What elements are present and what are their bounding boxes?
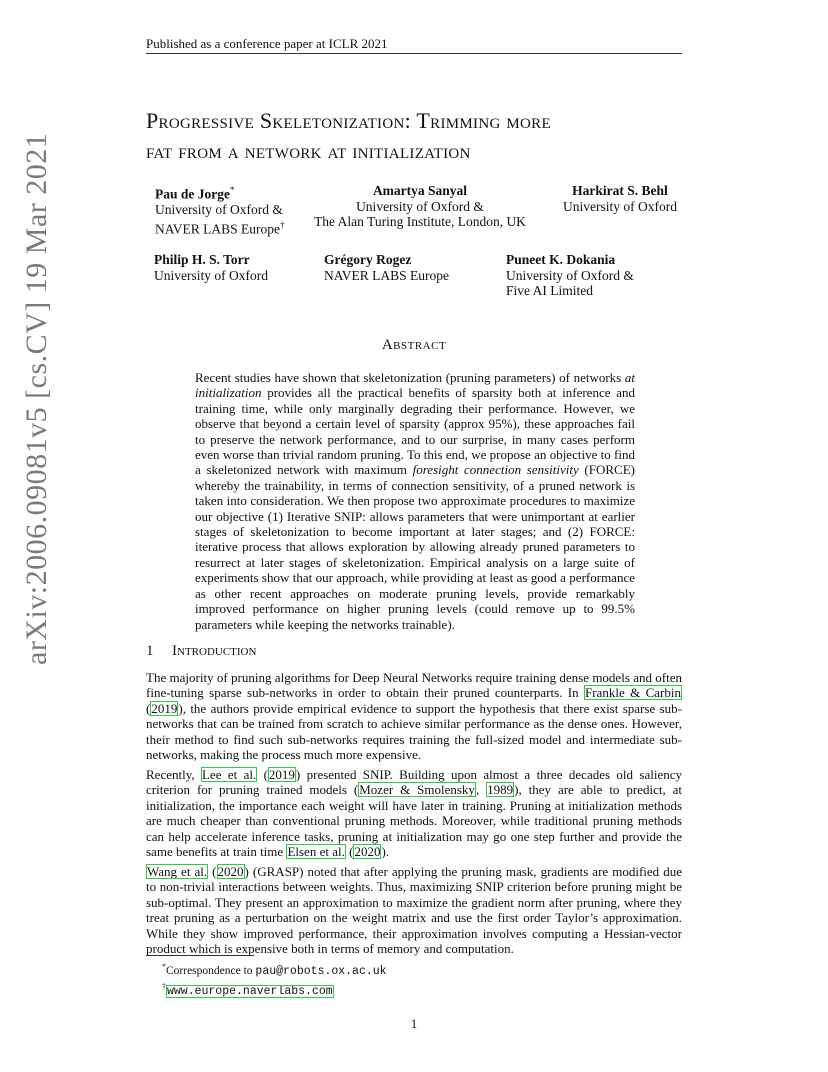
citation-year-link[interactable]: 2020 — [217, 864, 244, 879]
paragraph-text: (GRASP) noted that after applying the pruning mask, gradients are modified due to non-trivial interactions between weights. Thus, maximizing SNIP criterion before pruning might be sub-optimal. They present an approximation to maximize the gradient norm after pruning, where they treat pruning as a perturbation on the weight matrix and use the first order Taylor’s approximation. While they show improved performance, their approximation involves computing a Hessian-vector product which is expensive both in terms of memory and computation. — [146, 864, 682, 957]
author-affiliation: NAVER LABS Europe — [155, 221, 281, 236]
section-number: 1 — [146, 643, 154, 659]
abstract-heading: Abstract — [381, 337, 447, 353]
citation-link[interactable]: Elsen et al. — [287, 844, 345, 860]
author-name: Philip H. S. Torr — [154, 252, 250, 267]
affiliation-mark: † — [280, 219, 285, 230]
running-header: Published as a conference paper at ICLR 2021 — [146, 36, 388, 51]
footnote-1 — [146, 960, 682, 979]
email-link[interactable]: pau@robots.ox.ac.uk — [255, 964, 387, 978]
footnote-2 — [146, 980, 682, 999]
author-affiliation: Five AI Limited — [506, 283, 593, 298]
author-name: Harkirat S. Behl — [572, 183, 668, 198]
citation-year-link[interactable]: 2019 — [151, 700, 178, 716]
abstract-body — [195, 370, 635, 632]
author-block — [154, 252, 314, 283]
author-affiliation: NAVER LABS Europe — [324, 267, 450, 283]
author-block — [300, 183, 540, 230]
footnote-rule — [146, 955, 254, 956]
citation-link[interactable]: Wang et al. — [147, 864, 208, 879]
section-title: Introduction — [172, 643, 257, 659]
header-rule — [146, 53, 682, 54]
abstract-text: provides all the practical benefits of sparsity both at inference and training time, while only marginally degrading their performance. However, we observe that beyond a certain level of sparsity (approx 95%), these approaches fail to preserve the network performance, and to our surprise, in many cases perform even worse than trivial random pruning. To this end, we propose an objective to find a skeletonized network with maximum — [195, 385, 635, 478]
footnote-text: Correspondence to — [166, 964, 256, 977]
author-name: Amartya Sanyal — [372, 183, 468, 198]
author-affiliation: The Alan Turing Institute, London, UK — [314, 214, 526, 229]
citation-link[interactable]: Mozer & Smolensky — [359, 782, 475, 798]
author-block — [324, 252, 494, 283]
citation-link[interactable]: Frankle & Carbin — [585, 685, 681, 701]
paragraph-text: , the authors provide empirical evidence to support the hypothesis that there exist sparse sub-networks that can be trained from scratch to achieve similar performance as the dense ones. However, their method to find such sub-networks requires training the full-sized model and intermediate sub-networks, making the process much more expensive. — [146, 700, 682, 763]
intro-paragraph-1: The majority of pruning algorithms for Deep Neural Networks require training dense models and often fine-tuning sparse sub-networks in order to obtain their pruned counterparts. In Frankle & Carbin (2019), the authors provide empirical evidence to support the hypothesis that there exist sparse sub-networks that can be trained from scratch to achieve similar performance as the dense ones. However, their method to find such sub-networks requires training the full-sized model and intermediate sub-networks, making the process much more expensive. — [146, 670, 682, 763]
intro-paragraph-2: Recently, Lee et al. (2019) presented SNIP. Building upon almost a three decades old saliency criterion for pruning trained models (Mozer & Smolensky, 1989), they are able to predict, at initialization, the importance each weight will have later in training. Pruning at initialization methods are much cheaper than conventional pruning methods. Moreover, while traditional pruning methods can help accelerate inference tasks, pruning at initialization may go one step further and provide the same benefits at train time Elsen et al. (2020). — [146, 767, 683, 860]
abstract-emphasis: at initialization — [195, 370, 635, 401]
author-name: Grégory Rogez — [324, 252, 412, 267]
abstract-text: Recent studies have shown that skeletonization (pruning parameters) of networks — [195, 370, 625, 385]
paragraph-text: , they are able to predict, at initialization, the importance each weight will have later in training. Pruning at initialization methods are much cheaper than conventional pruning methods. Moreover, while traditional pruning methods can help accelerate inference tasks, pruning at initialization may go one step further and provide the same benefits at train time — [146, 782, 683, 860]
paper-title — [146, 106, 746, 166]
paragraph-text: presented SNIP. Building upon almost a three decades old saliency criterion for pruning trained models — [146, 767, 682, 798]
footnote-mark: * — [162, 962, 166, 971]
paragraph-text: . — [385, 844, 390, 860]
citation-year-link[interactable]: 2020 — [354, 844, 381, 860]
citation-link[interactable]: Lee et al. — [201, 767, 257, 782]
paragraph-text: The majority of pruning algorithms for Deep Neural Networks require training dense models and often fine-tuning sparse sub-networks in order to obtain their pruned counterparts. In — [146, 670, 682, 701]
footnote-mark: † — [162, 981, 166, 991]
arxiv-stamp: arXiv:2006.09081v5 [cs.CV] 19 Mar 2021 — [20, 132, 53, 665]
author-block — [506, 252, 676, 299]
url-link[interactable]: www.europe.naverlabs.com — [167, 984, 333, 998]
author-affiliation: University of Oxford & — [356, 198, 484, 214]
author-name: Puneet K. Dokania — [506, 252, 616, 267]
title-line-1: Progressive Skeletonization: Trimming more — [146, 108, 551, 133]
author-affiliation: University of Oxford & — [155, 202, 283, 217]
page-number: 1 — [410, 1016, 418, 1031]
citation-year-link[interactable]: 1989 — [487, 782, 514, 798]
paragraph-text: Recently, — [146, 767, 201, 782]
author-affiliation: University of Oxford — [154, 267, 268, 283]
section-heading — [146, 643, 256, 660]
abstract-text: (FORCE) whereby the trainability, in terms of connection sensitivity, of a pruned network is taken into consideration. We then propose two approximate procedures to maximize our objective (1) Iterative SNIP: allows parameters that were unimportant at earlier stages of skeletonization to become important at later stages; and (2) FORCE: iterative process that allows exploration by allowing already pruned parameters to resurrect at later stages of skeletonization. Empirical analysis on a large suite of experiments show that our approach, while providing at least as good a performance as other recent approaches on moderate pruning levels, provide remarkably improved performance on higher pruning levels (could remove up to 99.5% parameters while keeping the networks trainable). — [195, 462, 635, 632]
author-affiliation: University of Oxford & — [506, 267, 634, 283]
author-affiliation: University of Oxford — [563, 198, 677, 214]
author-name: Pau de Jorge — [155, 186, 230, 202]
footnotes — [146, 960, 682, 999]
author-mark: * — [230, 185, 235, 195]
author-block — [545, 183, 695, 214]
intro-paragraph-3: Wang et al. (2020) (GRASP) noted that after applying the pruning mask, gradients are modified due to non-trivial interactions between weights. Thus, maximizing SNIP criterion before pruning might be sub-optimal. They present an approximation to maximize the gradient norm after pruning, where they treat pruning as a perturbation on the weight matrix and use the first order Taylor’s approximation. While they show improved performance, their approximation involves computing a Hessian-vector product which is expensive both in terms of memory and computation. — [146, 864, 682, 957]
abstract-emphasis: foresight connection sensitivity — [412, 462, 579, 478]
citation-year-link[interactable]: 2019 — [268, 767, 295, 782]
title-line-2: fat from a network at initialization — [146, 138, 471, 163]
